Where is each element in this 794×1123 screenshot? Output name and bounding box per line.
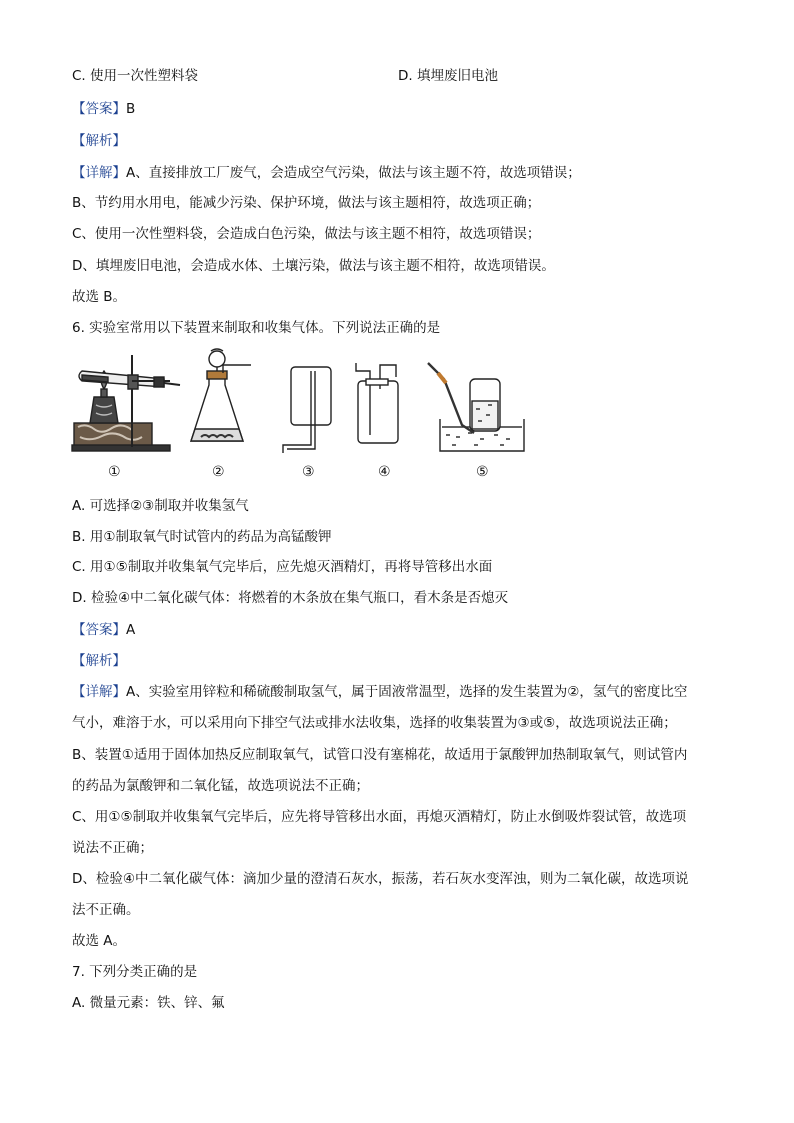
q5-detail-b: B、节约用水用电，能减少污染、保护环境，做法与该主题相符，故选项正确； — [72, 195, 541, 211]
q6-option-b: B. 用①制取氧气时试管内的药品为高锰酸钾 — [72, 529, 332, 545]
q6-detail-c-1: C、用①⑤制取并收集氧气完毕后，应先将导管移出水面，再熄灭酒精灯，防止水倒吸炸裂试管，故选项 — [72, 809, 687, 825]
q7-stem: 7. 下列分类正确的是 — [72, 964, 198, 980]
q5-option-c: C. 使用一次性塑料袋 — [72, 68, 199, 84]
apparatus-5-water-trough — [428, 363, 524, 451]
apparatus-4-gas-bottle — [356, 363, 398, 443]
apparatus-3-gas-bottle — [283, 367, 331, 453]
q6-detail-b-1: B、装置①适用于固体加热反应制取氧气，试管口没有塞棉花，故适用于氯酸钾加热制取氧气，则试管内 — [72, 747, 688, 763]
apparatus-label-4: ④ — [378, 464, 391, 480]
q6-option-c: C. 用①⑤制取并收集氧气完毕后，应先熄灭酒精灯，再将导管移出水面 — [72, 559, 493, 575]
q6-detail-a-1 — [72, 682, 687, 702]
q6-stem: 6. 实验室常用以下装置来制取和收集气体。下列说法正确的是 — [72, 320, 441, 336]
analysis-tag: 【解析】 — [72, 653, 126, 669]
q5-analysis-tag — [72, 131, 126, 151]
q5-answer — [72, 99, 135, 119]
analysis-tag: 【解析】 — [72, 133, 126, 149]
answer-tag: 【答案】 — [72, 101, 126, 117]
q6-analysis-tag — [72, 651, 126, 671]
lab-apparatus-figure — [68, 345, 528, 485]
q6-conclusion: 故选 A。 — [72, 933, 127, 949]
apparatus-label-1: ① — [108, 464, 121, 480]
q5-detail-d: D、填埋废旧电池，会造成水体、土壤污染，做法与该主题不相符，故选项错误。 — [72, 258, 555, 274]
detail-text: A、实验室用锌粒和稀硫酸制取氢气，属于固液常温型，选择的发生装置为②，氢气的密度比空 — [126, 684, 688, 700]
q6-detail-d-1: D、检验④中二氧化碳气体：滴加少量的澄清石灰水，振荡，若石灰水变浑浊，则为二氧化碳，故选项说 — [72, 871, 689, 887]
q6-option-d: D. 检验④中二氧化碳气体：将燃着的木条放在集气瓶口，看木条是否熄灭 — [72, 590, 509, 606]
q5-detail-c: C、使用一次性塑料袋，会造成白色污染，做法与该主题不相符，故选项错误； — [72, 226, 541, 242]
answer-value: A — [126, 622, 136, 638]
q5-conclusion: 故选 B。 — [72, 289, 127, 305]
q6-answer — [72, 620, 135, 640]
detail-text: A、直接排放工厂废气，会造成空气污染，做法与该主题不符，故选项错误； — [126, 165, 581, 181]
detail-tag: 【详解】 — [72, 684, 126, 700]
answer-value: B — [126, 101, 136, 117]
detail-tag: 【详解】 — [72, 165, 126, 181]
q5-detail-a — [72, 163, 581, 183]
apparatus-2-conical-flask — [191, 349, 251, 441]
q6-detail-a-2: 气小，难溶于水，可以采用向下排空气法或排水法收集，选择的收集装置为③或⑤，故选项说法正确； — [72, 715, 677, 731]
apparatus-label-5: ⑤ — [476, 464, 489, 480]
apparatus-label-2: ② — [212, 464, 225, 480]
q6-detail-d-2: 法不正确。 — [72, 902, 140, 918]
apparatus-1-heating-setup — [72, 355, 180, 451]
q6-option-a: A. 可选择②③制取并收集氢气 — [72, 498, 249, 514]
q6-detail-c-2: 说法不正确； — [72, 840, 153, 856]
q5-option-d: D. 填埋废旧电池 — [398, 68, 498, 84]
q7-option-a: A. 微量元素：铁、锌、氟 — [72, 995, 225, 1011]
answer-tag: 【答案】 — [72, 622, 126, 638]
q6-detail-b-2: 的药品为氯酸钾和二氧化锰，故选项说法不正确； — [72, 778, 369, 794]
apparatus-label-3: ③ — [302, 464, 315, 480]
